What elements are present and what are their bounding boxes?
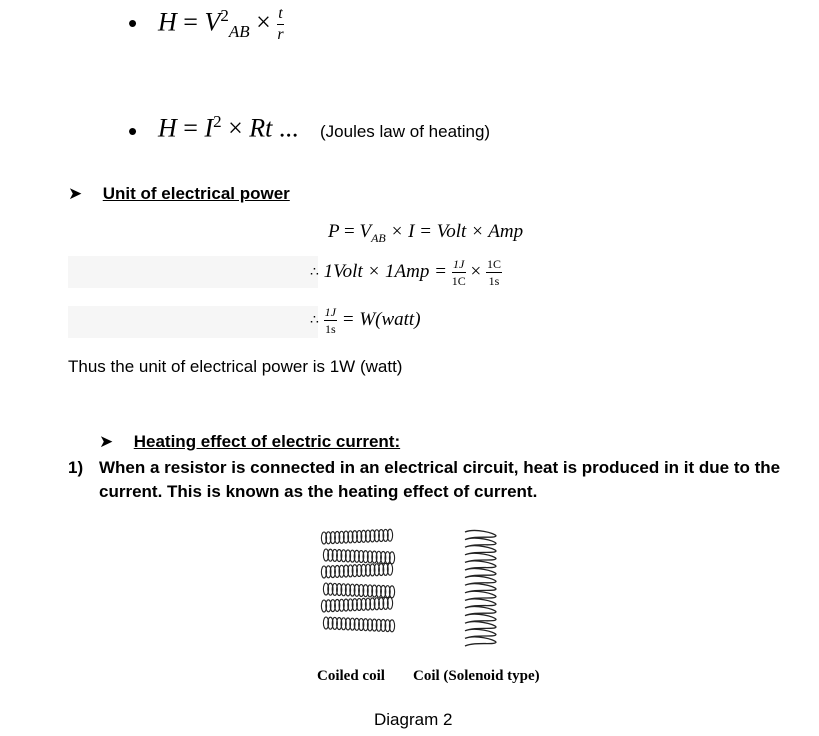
- fraction-joule-per-second: $\frac{1J}{1s}$: [324, 305, 336, 336]
- diagram-caption: Diagram 2: [374, 710, 453, 729]
- arrow-bullet-icon: ➤: [99, 432, 114, 451]
- coiled-coil-image: [321, 529, 394, 632]
- bullet-icon: •: [128, 8, 138, 38]
- formula-text: $H = V^2_{AB}$ × $\frac{t}{r}$: [158, 5, 284, 44]
- therefore-icon: ∴: [310, 312, 319, 328]
- solenoid-helix: [465, 531, 496, 646]
- unit-conclusion-text: Thus the unit of electrical power is 1W (watt): [68, 357, 403, 376]
- unit-derivation-equation: ∴ 1Volt × 1Amp = $\frac{1J}{1C}$ × $\frac{1C}{1s}$: [310, 257, 501, 288]
- coil-diagram: [300, 520, 560, 650]
- solenoid-coil-image: [465, 531, 496, 646]
- formula-note: (Joules law of heating): [320, 122, 491, 141]
- section-title: Heating effect of electric current:: [133, 432, 401, 451]
- list-item-text-line2: current. This is known as the heating effect of current.: [99, 482, 538, 501]
- fraction-coulomb-per-second: $\frac{1C}{1s}$: [486, 257, 501, 288]
- formula-text: $H = I^2 \times Rt$ ...: [158, 112, 299, 143]
- heating-section-heading: [99, 432, 400, 452]
- bullet-icon: •: [128, 116, 138, 146]
- list-item-number: 1): [68, 458, 84, 477]
- section-title: Unit of electrical power: [102, 184, 290, 203]
- equation-shading: [68, 256, 318, 288]
- unit-section-heading: [68, 184, 290, 204]
- fraction-joule-per-coulomb: $\frac{1J}{1C}$: [451, 257, 466, 288]
- coiled-coil-label: Coiled coil: [317, 668, 385, 684]
- therefore-icon: ∴: [310, 264, 319, 280]
- power-equation: $P = V_{AB} \times I$ = Volt × Amp: [328, 221, 524, 245]
- fraction-t-over-r: $\frac{t}{r}$: [277, 5, 284, 44]
- list-item-text-line1: When a resistor is connected in an electrical circuit, heat is produced in it due to the: [99, 458, 781, 477]
- watt-equation: ∴ $\frac{1J}{1s}$ = W(watt): [310, 305, 421, 336]
- solenoid-coil-label: Coil (Solenoid type): [413, 668, 540, 684]
- arrow-bullet-icon: ➤: [68, 184, 83, 203]
- equation-shading: [68, 306, 318, 338]
